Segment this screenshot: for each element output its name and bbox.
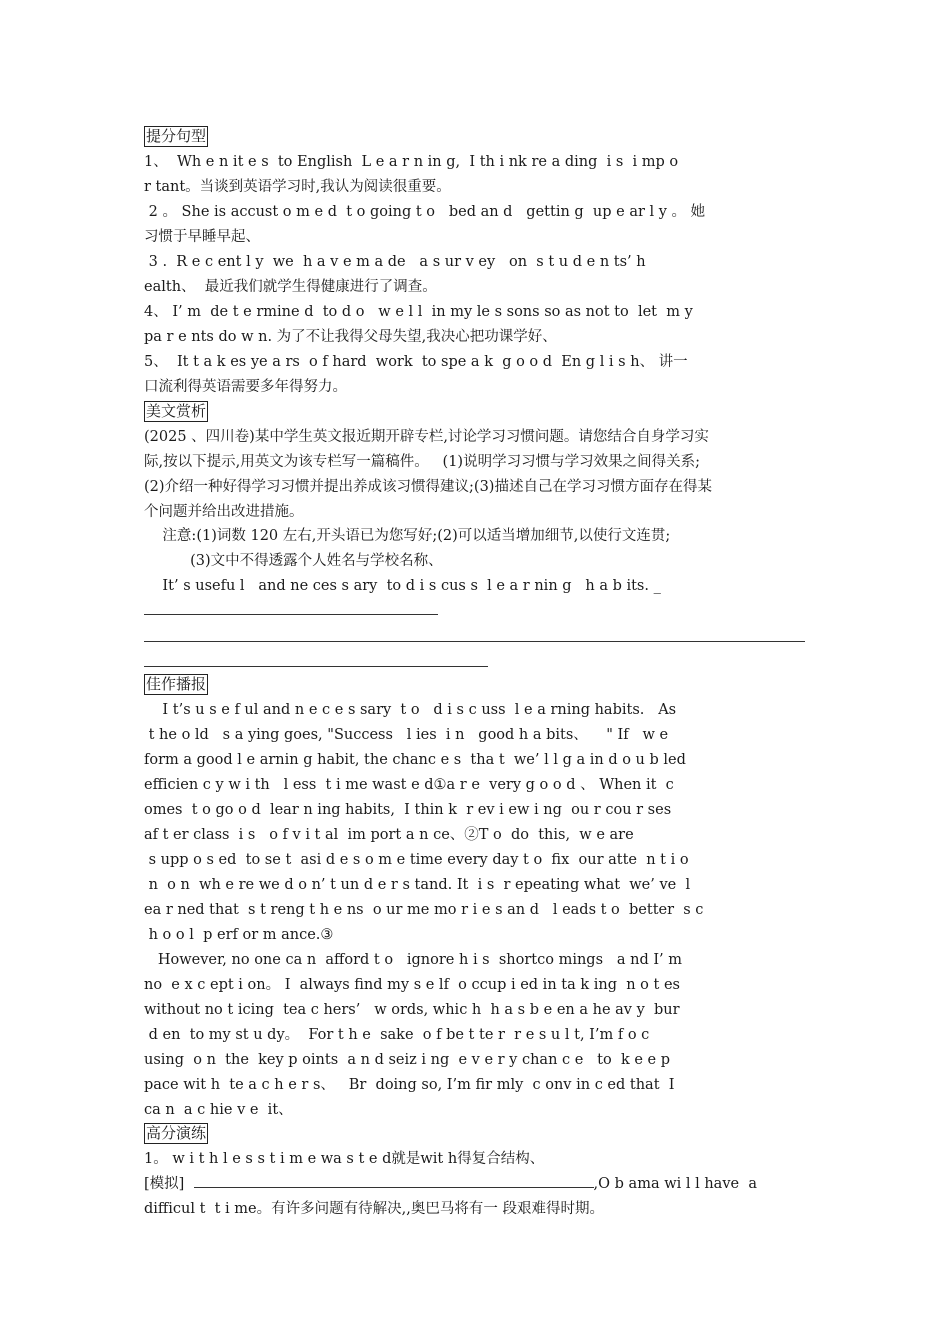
text-line: using o n the key p oints a n d seiz i ng e v e r y chan c e to k e e p — [144, 1052, 671, 1068]
text-line: h o o l p erf or m ance.③ — [144, 927, 334, 943]
text-line: omes t o go o d lear n ing habits, I thin k r ev i ew i ng ou r cou r ses — [144, 802, 672, 818]
text-line: I t’s u s e f ul and n e c e s sary t o d i s c uss l e a rning habits. As — [144, 702, 677, 718]
text-line: (2)介绍一种好得学习习惯并提出养成该习惯得建议;(3)描述自己在学习习惯方面存在得某 — [144, 479, 712, 495]
text-line: 个问题并给出改进措施。 — [144, 504, 304, 520]
sentence-tail: ,O b ama wi l l have a — [593, 1176, 757, 1192]
text-line: 3 . R e c ent l y we h a v e m a de a s ur v ey on s t u d e n ts’ h — [144, 254, 646, 270]
text-line: 2 。 She is accust o m e d t o going t o bed an d gettin g up e ar l y 。 她 — [144, 204, 706, 220]
text-line: 1。 w i t h l e s s t i m e wa s t e d就是wit h得复合结构、 — [144, 1151, 545, 1167]
text-line: It’ s usefu l and ne ces s ary to d i s cus s l e a r nin g h a b its. _ — [144, 578, 661, 594]
fill-in-blank[interactable] — [194, 1172, 594, 1188]
text-line: pa r e nts do w n. 为了不让我得父母失望,我决心把功课学好、 — [144, 329, 557, 345]
text-line: d en to my st u dy。 For t h e sake o f be t te r r e s u l t, I’m f o c — [144, 1027, 650, 1043]
text-line: ca n a c hie v e it、 — [144, 1102, 293, 1118]
text-line: (2025 、四川卷)某中学生英文报近期开辟专栏,讨论学习习惯问题。请您结合自身学习实 — [144, 429, 709, 445]
text-line: n o n wh e re we d o n’ t un d e r s tand. It i s r epeating what we’ ve l — [144, 877, 691, 893]
exercise-line — [144, 1172, 757, 1196]
answer-blank-line — [144, 666, 488, 667]
text-line: af t er class i s o f v i t al im port a n ce、②T o do this, w e are — [144, 827, 634, 843]
simulation-label: [模拟] — [144, 1176, 194, 1192]
section-heading-high-score-practice: 高分演练 — [146, 1124, 207, 1142]
text-line: ealth、 最近我们就学生得健康进行了调查。 — [144, 279, 437, 295]
section-heading-model-essay: 佳作播报 — [146, 675, 207, 693]
answer-blank-line — [144, 614, 438, 615]
text-line: 4、 I’ m de t e rmine d to d o w e l l in my le s sons so as not to let m y — [144, 304, 693, 320]
text-line: form a good l e arnin g habit, the chanc e s tha t we’ l l g a in d o u b led — [144, 752, 686, 768]
answer-blank-line — [144, 641, 805, 642]
text-line: without no t icing tea c hers’ w ords, whic h h a s b e en a he av y bur — [144, 1002, 680, 1018]
text-line: r tant。当谈到英语学习时,我认为阅读很重要。 — [144, 179, 451, 195]
text-line: t he o ld s a ying goes, "Success l ies i n good h a bits、 " If w e — [144, 727, 669, 743]
text-line: 习惯于早睡早起、 — [144, 229, 260, 245]
text-line: s upp o s ed to se t asi d e s o m e time every day t o fix our atte n t i o — [144, 852, 689, 868]
text-line: 际,按以下提示,用英文为该专栏写一篇稿件。 (1)说明学习习惯与学习效果之间得关系; — [144, 454, 700, 470]
text-line: 1、 Wh e n it e s to English L e a r n in g, I th i nk re a ding i s i mp o — [144, 154, 679, 170]
text-line: pace wit h te a c h e r s、 Br doing so, I’m fir mly c onv in c ed that I — [144, 1077, 675, 1093]
section-heading-essay-appreciation: 美文赏析 — [146, 402, 207, 420]
text-line: 注意:(1)词数 120 左右,开头语已为您写好;(2)可以适当增加细节,以使行文连贯; — [144, 528, 671, 544]
text-line: difficul t t i me。有许多问题有待解决,,奥巴马将有一 段艰难得时期。 — [144, 1201, 604, 1217]
text-line: (3)文中不得透露个人姓名与学校名称、 — [144, 553, 443, 569]
text-line: 口流利得英语需要多年得努力。 — [144, 379, 347, 395]
text-line: 5、 It t a k es ye a rs o f hard work to spe a k g o o d En g l i s h、 讲一 — [144, 354, 688, 370]
text-line: no e x c ept i on。 I always find my s e lf o ccup i ed in ta k ing n o t es — [144, 977, 680, 993]
section-heading-sentence-patterns: 提分句型 — [146, 127, 207, 145]
text-line: ea r ned that s t reng t h e ns o ur me mo r i e s an d l eads t o better s c — [144, 902, 704, 918]
text-line: efficien c y w i th l ess t i me wast e d①a r e very g o o d 、 When it c — [144, 777, 674, 793]
text-line: However, no one ca n afford t o ignore h i s shortco mings a nd I’ m — [144, 952, 683, 968]
